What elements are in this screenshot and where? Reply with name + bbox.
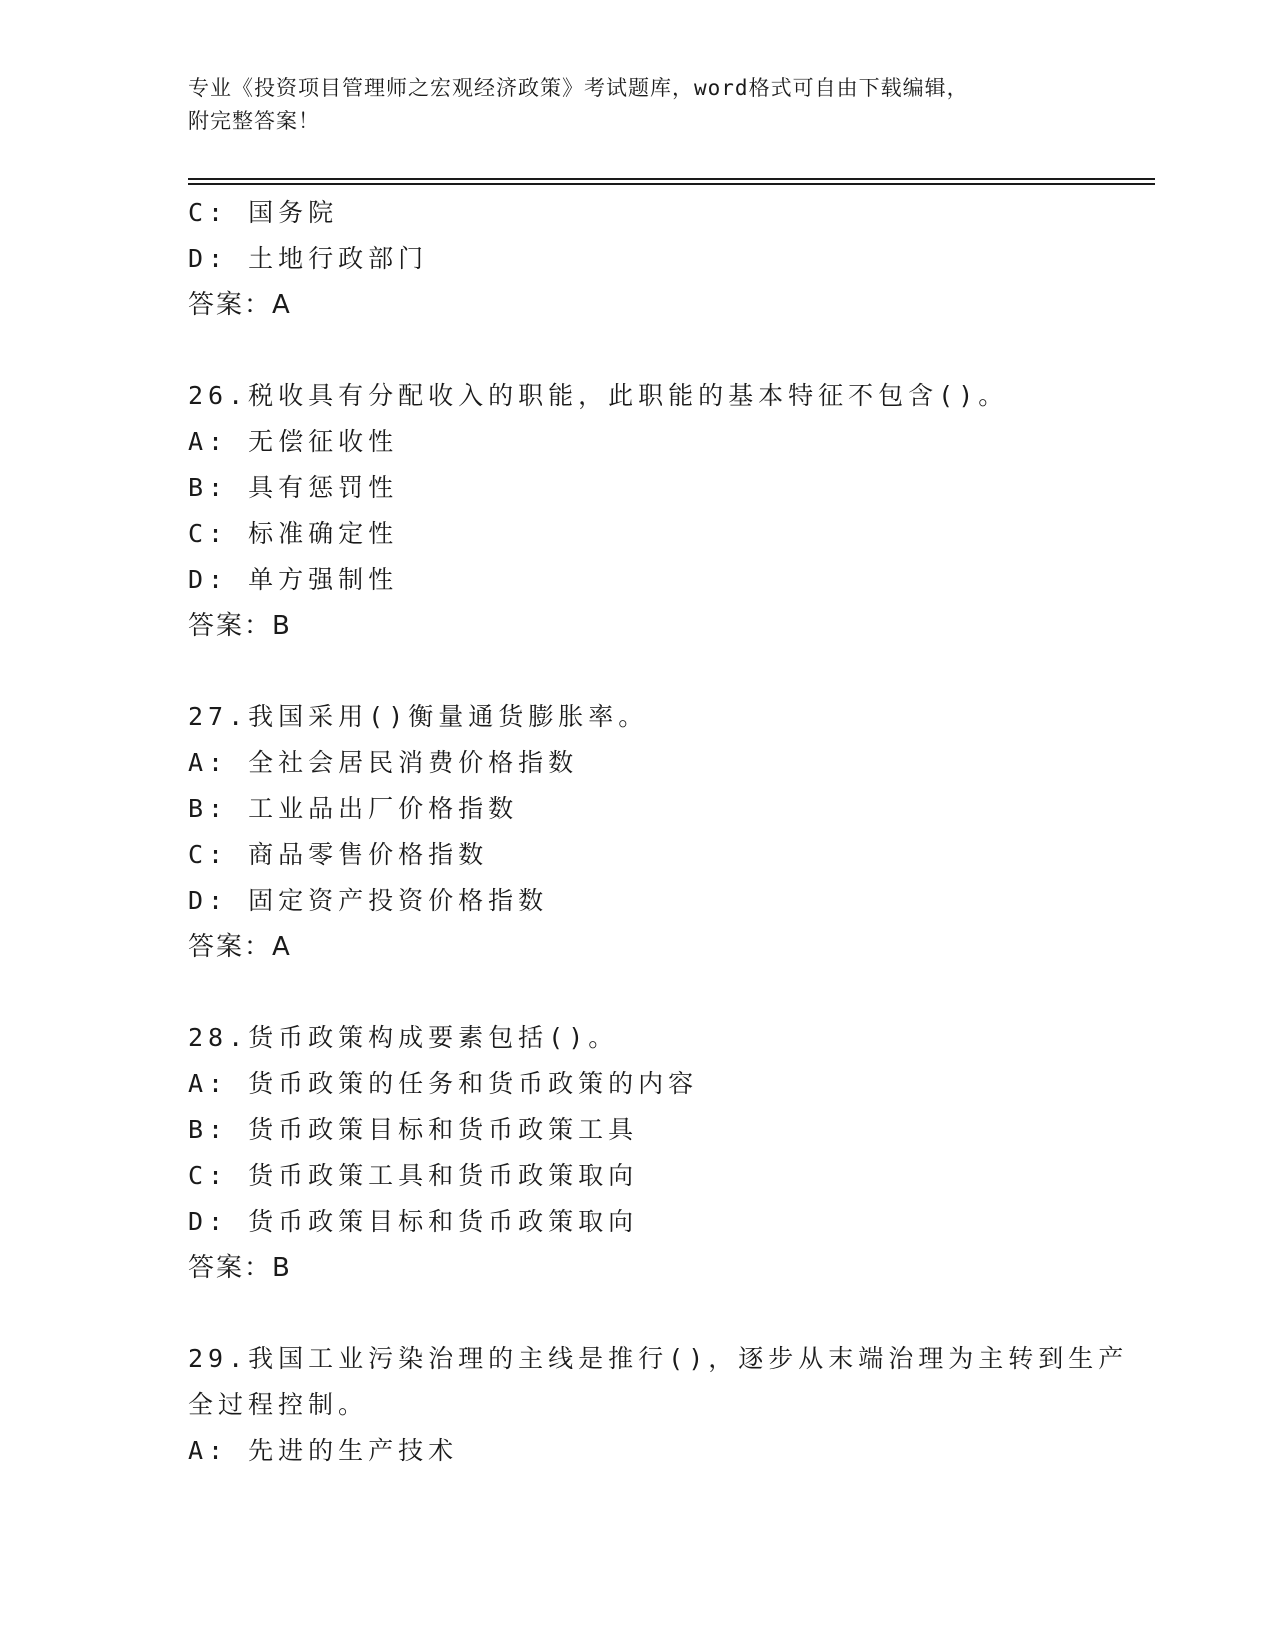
document-header (188, 72, 1068, 138)
option-d: D: 土地行政部门 (188, 244, 429, 273)
question-stem: 27.我国采用()衡量通货膨胀率。 (188, 702, 649, 731)
answer-label: 答案：A (188, 290, 292, 320)
answer-label: 答案：B (188, 1253, 292, 1283)
header-line-1: 专业《投资项目管理师之宏观经济政策》考试题库，word格式可自由下载编辑， (188, 76, 969, 100)
option-c: C: 国务院 (188, 198, 339, 227)
question-stem: 26.税收具有分配收入的职能，此职能的基本特征不包含()。 (188, 381, 1009, 410)
question-25-continued (188, 190, 1148, 328)
question-stem-line-1: 29.我国工业污染治理的主线是推行()，逐步从末端治理为主转到生产 (188, 1344, 1129, 1373)
question-27 (188, 694, 1148, 970)
option-b: B: 工业品出厂价格指数 (188, 794, 519, 823)
question-list (188, 190, 1148, 1474)
question-28 (188, 1015, 1148, 1291)
header-divider-bottom (188, 183, 1155, 185)
option-a: A: 货币政策的任务和货币政策的内容 (188, 1069, 699, 1098)
question-29 (188, 1336, 1148, 1474)
option-d: D: 固定资产投资价格指数 (188, 886, 549, 915)
header-divider-top (188, 178, 1155, 180)
option-b: B: 具有惩罚性 (188, 473, 399, 502)
option-a: A: 无偿征收性 (188, 427, 399, 456)
option-a: A: 先进的生产技术 (188, 1436, 459, 1465)
answer-label: 答案：A (188, 932, 292, 962)
header-line-2: 附完整答案！ (188, 109, 320, 133)
option-d: D: 货币政策目标和货币政策取向 (188, 1207, 639, 1236)
option-a: A: 全社会居民消费价格指数 (188, 748, 579, 777)
option-d: D: 单方强制性 (188, 565, 399, 594)
answer-label: 答案：B (188, 611, 292, 641)
question-stem-line-2: 全过程控制。 (188, 1390, 369, 1419)
question-stem: 28.货币政策构成要素包括()。 (188, 1023, 619, 1052)
question-26 (188, 373, 1148, 649)
option-c: C: 货币政策工具和货币政策取向 (188, 1161, 639, 1190)
option-b: B: 货币政策目标和货币政策工具 (188, 1115, 639, 1144)
option-c: C: 商品零售价格指数 (188, 840, 489, 869)
option-c: C: 标准确定性 (188, 519, 399, 548)
